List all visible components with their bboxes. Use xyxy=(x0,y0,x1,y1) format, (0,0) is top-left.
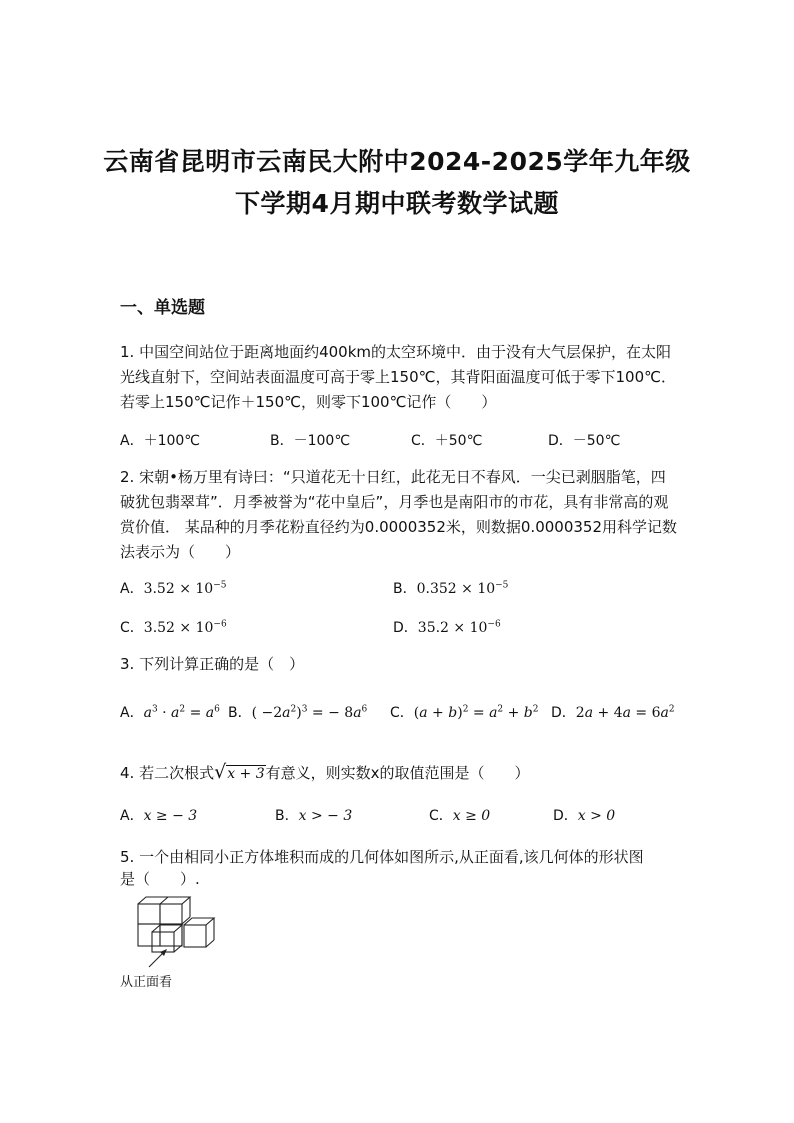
q2-option-c-exp: −6 xyxy=(213,619,227,630)
q3-option-d: D．$2a + 4a = 6a^2$ xyxy=(551,704,675,721)
q2-option-b-label: B． xyxy=(393,581,417,597)
q2-option-b xyxy=(393,578,508,598)
q3-option-c-label: C． xyxy=(390,705,414,721)
q4-option-c-value: x ≥ 0 xyxy=(452,808,491,824)
cube-face xyxy=(184,925,206,947)
cube-edge xyxy=(206,940,214,947)
q4-option-b: B．x > − 3 xyxy=(275,808,353,824)
q2-option-c xyxy=(120,617,227,637)
q3-option-a-label: A． xyxy=(120,705,144,721)
q4-option-c: C．x ≥ 0 xyxy=(429,808,491,824)
q2-option-d-label: D． xyxy=(393,620,418,636)
section-heading: 一、单选题 xyxy=(120,298,205,318)
question-5-text: 5. 一个由相同小正方体堆积而成的几何体如图所示,从正面看,该几何体的形状图是（ ）. xyxy=(120,848,644,888)
q1-option-a: A．＋100℃ xyxy=(120,433,201,449)
q2-option-d-base: 35.2 × 10 xyxy=(417,620,488,636)
q2-option-b-base: 0.352 × 10 xyxy=(416,581,496,597)
q2-option-c-label: C． xyxy=(120,620,144,636)
q4-text-post: 有意义，则实数x的取值范围是（ ） xyxy=(265,764,530,782)
question-4-text: 4. 若二次根式√x + 3有意义，则实数x的取值范围是（ ） xyxy=(120,761,530,783)
q3-option-a: A．$a^3 \cdot a^2 = a^6$ xyxy=(120,704,220,721)
question-3-text: 3. 下列计算正确的是（ ） xyxy=(120,655,305,673)
q2-option-d xyxy=(393,617,501,637)
q2-option-c-base: 3.52 × 10 xyxy=(143,620,214,636)
q4-radicand: x + 3 xyxy=(227,766,265,782)
q4-option-d: D．x > 0 xyxy=(553,808,616,824)
figure-caption: 从正面看 xyxy=(120,975,173,990)
cube-stack-figure xyxy=(132,892,222,972)
q2-option-b-exp: −5 xyxy=(495,580,509,591)
cube-edge xyxy=(160,897,168,904)
q2-option-d-exp: −6 xyxy=(487,619,501,630)
q1-option-d: D．－50℃ xyxy=(548,433,621,449)
q3-option-b: B．( $-2a^2)^3$ = − $8a^6$ xyxy=(228,704,368,721)
q4-option-b-value: x > − 3 xyxy=(298,808,353,824)
document-title-line1: 云南省昆明市云南民大附中2024-2025学年九年级 xyxy=(103,147,691,176)
q2-option-a xyxy=(120,578,226,598)
cube-face xyxy=(152,932,174,952)
q4-option-d-value: x > 0 xyxy=(577,808,616,824)
q3-option-d-label: D． xyxy=(551,705,576,721)
q4-option-a-value: x ≥ − 3 xyxy=(143,808,198,824)
q2-option-a-label: A． xyxy=(120,581,144,597)
q4-text-pre: 4. 若二次根式 xyxy=(120,764,215,782)
q1-option-c: C．＋50℃ xyxy=(411,433,483,449)
question-1-text: 1. 中国空间站位于距离地面约400km的太空环境中．由于没有大气层保护，在太阳光线直射下，空间站表面温度可高于零上150℃，其背阳面温度可低于零下100℃．若零上150℃记作＋150℃，则零下100℃记作（ ） xyxy=(120,343,676,411)
q2-option-a-exp: −5 xyxy=(213,580,227,591)
document-title-line2: 下学期4月期中联考数学试题 xyxy=(235,189,559,218)
q2-option-a-base: 3.52 × 10 xyxy=(143,581,214,597)
cube-top-edge xyxy=(152,925,182,932)
q1-option-b: B．－100℃ xyxy=(270,433,351,449)
cube-face xyxy=(138,904,160,924)
cube-top-edge xyxy=(184,918,214,925)
q3-option-c: C．$(a + b)^2 = a^2 + b^2$ xyxy=(390,704,539,721)
question-2-text: 2. 宋朝•杨万里有诗曰：“只道花无十日红，此花无日不春风．一尖已剥胭脂笔，四破犹包翡翠茸”．月季被誉为“花中皇后”，月季也是南阳市的市花，具有非常高的观赏价值． 某品种的月季花粉直径约为0.0000352米，则数据0.0000352用科学记数法表示为（ ） xyxy=(120,468,678,561)
cube-face xyxy=(160,904,182,924)
q3-option-b-label: B． xyxy=(228,705,252,721)
q4-option-a: A．x ≥ − 3 xyxy=(120,808,198,824)
